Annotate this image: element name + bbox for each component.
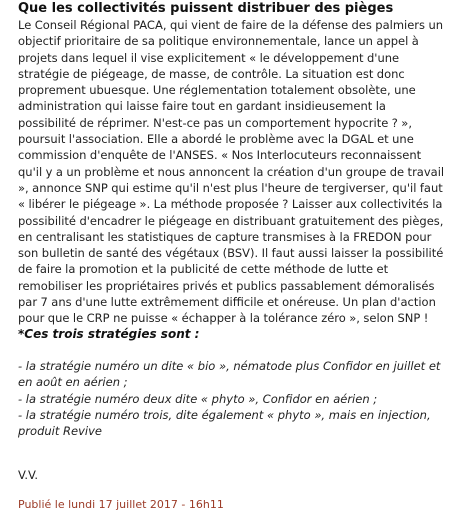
strategy-item-3: - la stratégie numéro trois, dite également « phyto », mais en injection, produit Revive	[18, 407, 431, 439]
article	[18, 1, 446, 327]
publish-date: Publié le lundi 17 juillet 2017 - 16h11	[18, 498, 224, 511]
author-signature: V.V.	[18, 468, 39, 482]
strategy-item-2: - la stratégie numéro deux dite « phyto », Confidor en aérien ;	[18, 391, 378, 406]
strategies-heading: *Ces trois stratégies sont :	[18, 327, 200, 341]
strategy-item-1: - la stratégie numéro un dite « bio », nématode plus Confidor en juillet et en août en aérien ;	[18, 359, 441, 390]
article-heading: Que les collectivités puissent distribuer des pièges	[18, 1, 394, 16]
strategies-list	[18, 358, 446, 439]
article-body: Le Conseil Régional PACA, qui vient de faire de la défense des palmiers un objectif prioritaire de sa politique environnementale, lance un appel à projets dans lequel il vise explicitement « le développement d'une stratégie de piégeage, de masse, de contrôle. La situation est donc proprement ubuesque. Une réglementation totalement obsolète, une administration qui laisse faire tout en gardant insidieusement la possibilité de réprimer. N'est-ce pas un comportement hypocrite ? », poursuit l'association. Elle a abordé le problème avec la DGAL et une commission d'enquête de l'ANSES. « Nos Interlocuteurs reconnaissent qu'il y a un problème et nous annoncent la création d'un groupe de travail », annonce SNP qui estime qu'il n'est plus l'heure de tergiverser, qu'il faut « libérer le piégeage ». La méthode proposée ? Laisser aux collectivités la possibilité d'encadrer le piégeage en distribuant gratuitement des pièges, en centralisant les statistiques de capture transmises à la FREDON pour son bulletin de santé des végétaux (BSV). Il faut aussi laisser la possibilité de faire la promotion et la publicité de cette méthode de lutte et remobiliser les propriétaires privés et publics passablement démoralisés par 7 ans d'une lutte extrêmement difficile et onéreuse. Un plan d'action pour que le CRP ne puisse « échapper à la tolérance zéro », selon SNP !	[18, 18, 445, 326]
